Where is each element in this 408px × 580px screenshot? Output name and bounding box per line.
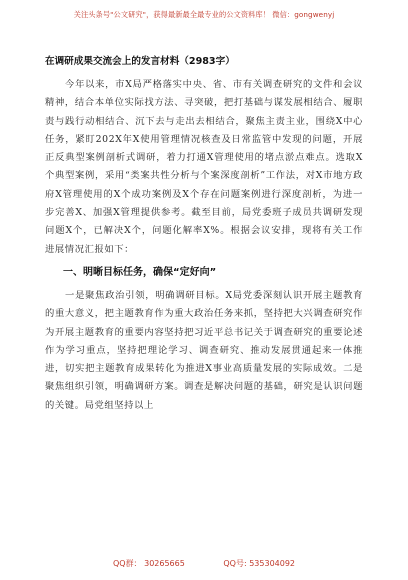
- document-page: [45, 56, 363, 415]
- footer-qq-number: QQ号: 535304092: [223, 559, 296, 568]
- section-paragraph: 一是聚焦政治引领，明确调研目标。X局党委深刻认识开展主题教育的重大意义，把主题教育作为重大政治任务来抓，坚持把大兴调查研究作为开展主题教育的重要内容坚持把习近平总书记关于调查研究的重要论述作为学习重点，坚持把理论学习、调查研究、推动发展贯通起来一体推进，切实把主题教育成果转化为推进X事业高质量发展的实际成效。二是聚焦组织引领，明确调研方案。调查是解决问题的基础，研究是认识问题的关键。局党组坚持以上: [45, 289, 363, 411]
- section-heading: 一、明晰目标任务，确保“定好向”: [63, 266, 217, 278]
- footer-contacts: [0, 558, 408, 569]
- intro-paragraph: 今年以来，市X局严格落实中央、省、市有关调查研究的文件和会议精神，结合本单位实际找方法、寻突破，把打基础与谋发展相结合、履职责与践行动相结合、沉下去与走出去相结合，聚焦主责主业，围绕X中心任务，紧盯202X年X使用管理情况核查及日常监管中发现的问题，开展正反典型案例剖析式调研，着力打通X管理使用的堵点淤点难点。选取X个典型案例，采用“类案共性分析与个案深度剖析”工作法，对X市地方政府X管理使用的X个成功案例及X个存在问题案例进行深度剖析，为进一步完善X、加强X管理提供参考。截至目前，局党委班子成员共调研发现问题X个，已解决X个，问题化解率X%。根据会议安排，现将有关工作进展情况汇报如下：: [45, 79, 363, 255]
- header-banner: 关注头条号"公文研究"，获得最新最全最专业的公文资料库！ 微信：gongwenyj: [73, 10, 335, 19]
- footer-qq-group: QQ群： 30265665: [112, 559, 185, 568]
- document-title: 在调研成果交流会上的发言材料（2983字）: [45, 56, 235, 67]
